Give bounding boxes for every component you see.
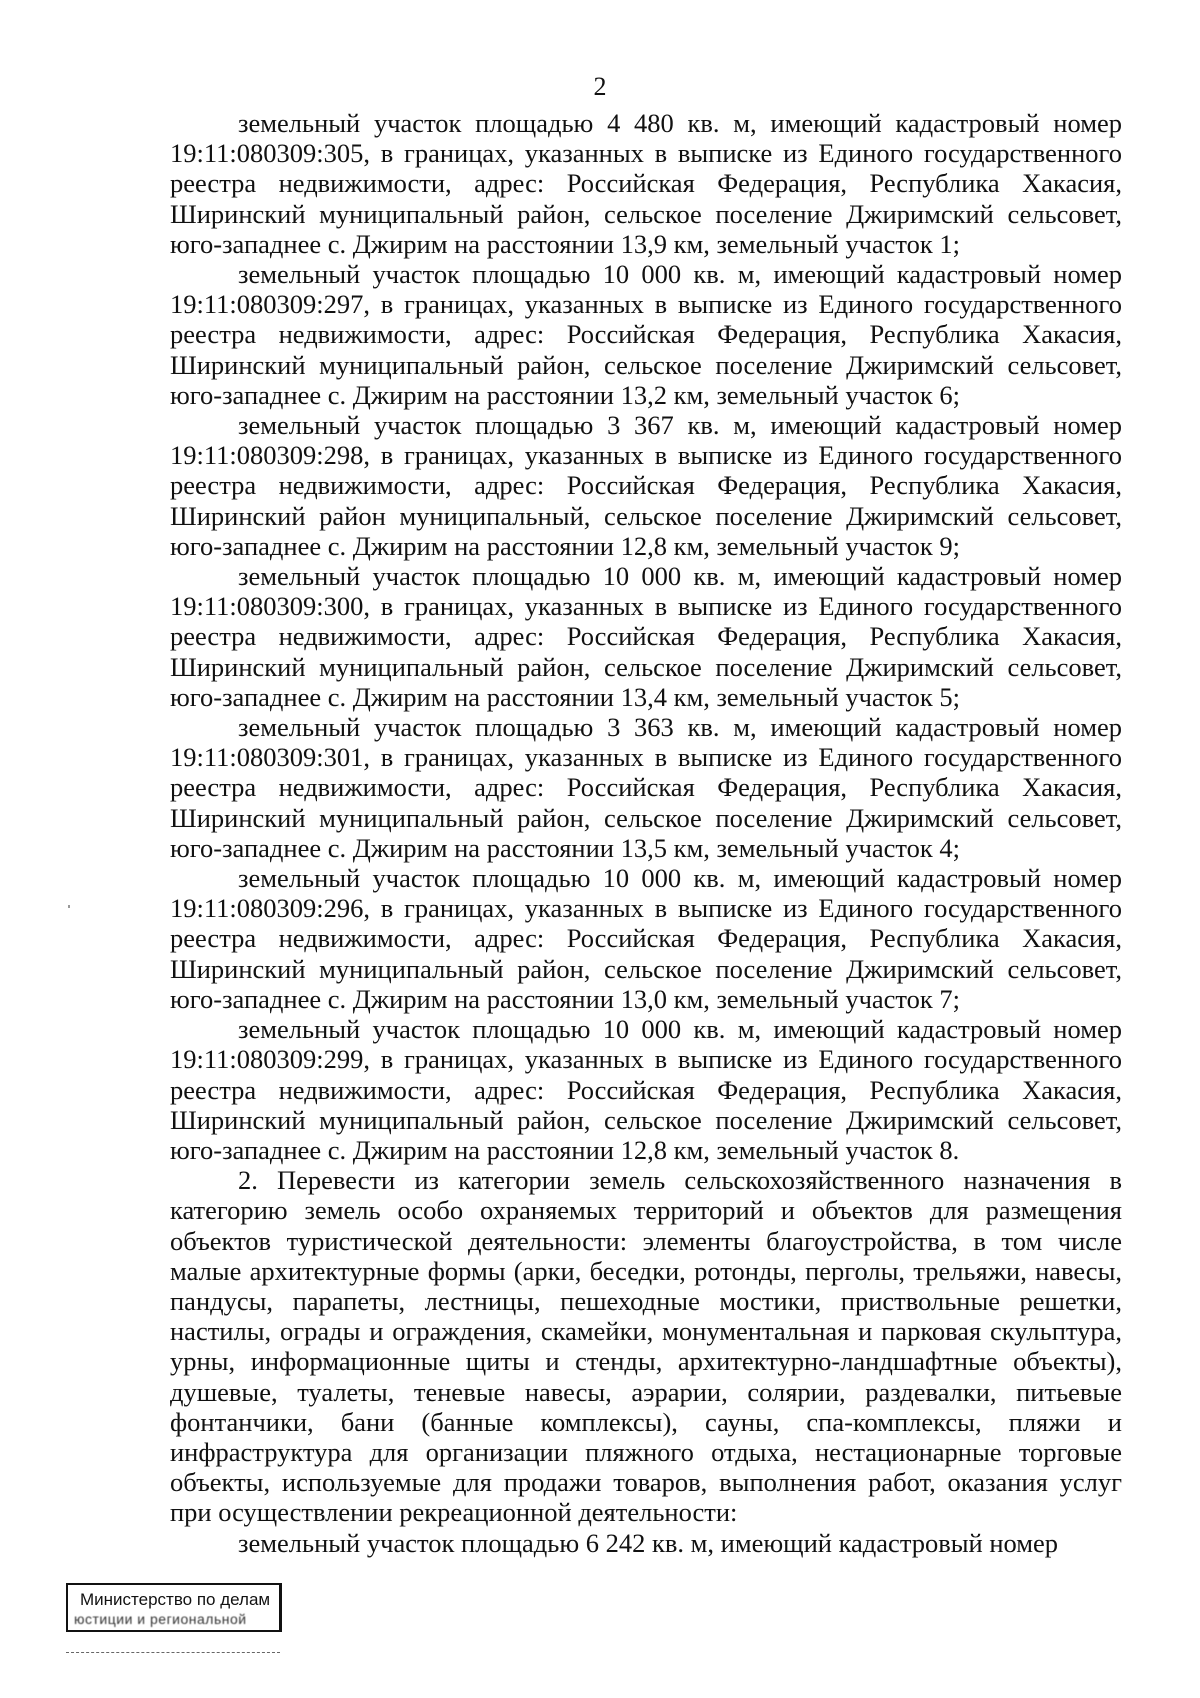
paragraph-plot-6: земельный участок площадью 10 000 кв. м, имеющий кадастровый номер 19:11:080309:297, в границах, указанных в выписке из Единого государственного реестра недвижимости, адрес: Российская Федерация, Республика Хакасия, Ширинский муниципальный район, сельское поселение Джиримский сельсовет, юго-западнее с. Джирим на расстоянии 13,2 км, земельный участок 6;	[170, 259, 1122, 410]
paragraph-plot-4: земельный участок площадью 3 363 кв. м, имеющий кадастровый номер 19:11:080309:301, в границах, указанных в выписке из Единого государственного реестра недвижимости, адрес: Российская Федерация, Республика Хакасия, Ширинский муниципальный район, сельское поселение Джиримский сельсовет, юго-западнее с. Джирим на расстоянии 13,5 км, земельный участок 4;	[170, 712, 1122, 863]
page-number: 2	[593, 72, 607, 101]
paragraph-item-2: 2. Перевести из категории земель сельскохозяйственного назначения в категорию земель особо охраняемых территорий и объектов для размещения объектов туристической деятельности: элементы благоустройства, в том числе малые архитектурные формы (арки, беседки, ротонды, перголы, трельяжи, навесы, пандусы, парапеты, лестницы, пешеходные мостики, приствольные решетки, настилы, ограды и ограждения, скамейки, монументальная и парковая скульптура, урны, информационные щиты и стенды, архитектурно-ландшафтные объекты), душевые, туалеты, теневые навесы, аэрарии, солярии, раздевалки, питьевые фонтанчики, бани (банные комплексы), сауны, спа-комплексы, пляжи и инфраструктура для организации пляжного отдыха, нестационарные торговые объекты, используемые для продажи товаров, выполнения работ, оказания услуг при осуществлении рекреационной деятельности:	[170, 1165, 1122, 1528]
ministry-stamp	[66, 1583, 282, 1632]
stamp-underline	[66, 1652, 280, 1653]
paragraph-plot-7: земельный участок площадью 10 000 кв. м, имеющий кадастровый номер 19:11:080309:296, в границах, указанных в выписке из Единого государственного реестра недвижимости, адрес: Российская Федерация, Республика Хакасия, Ширинский муниципальный район, сельское поселение Джиримский сельсовет, юго-западнее с. Джирим на расстоянии 13,0 км, земельный участок 7;	[170, 863, 1122, 1014]
paragraph-plot-continued: земельный участок площадью 6 242 кв. м, имеющий кадастровый номер	[238, 1527, 1059, 1558]
paragraph-plot-8: земельный участок площадью 10 000 кв. м, имеющий кадастровый номер 19:11:080309:299, в границах, указанных в выписке из Единого государственного реестра недвижимости, адрес: Российская Федерация, Республика Хакасия, Ширинский муниципальный район, сельское поселение Джиримский сельсовет, юго-западнее с. Джирим на расстоянии 12,8 км, земельный участок 8.	[170, 1014, 1122, 1165]
paragraph-plot-9: земельный участок площадью 3 367 кв. м, имеющий кадастровый номер 19:11:080309:298, в границах, указанных в выписке из Единого государственного реестра недвижимости, адрес: Российская Федерация, Республика Хакасия, Ширинский район муниципальный, сельское поселение Джиримский сельсовет, юго-западнее с. Джирим на расстоянии 12,8 км, земельный участок 9;	[170, 410, 1122, 561]
document-body	[170, 108, 1122, 1558]
paragraph-plot-5: земельный участок площадью 10 000 кв. м, имеющий кадастровый номер 19:11:080309:300, в границах, указанных в выписке из Единого государственного реестра недвижимости, адрес: Российская Федерация, Республика Хакасия, Ширинский муниципальный район, сельское поселение Джиримский сельсовет, юго-западнее с. Джирим на расстоянии 13,4 км, земельный участок 5;	[170, 561, 1122, 712]
paragraph-plot-1: земельный участок площадью 4 480 кв. м, имеющий кадастровый номер 19:11:080309:305, в границах, указанных в выписке из Единого государственного реестра недвижимости, адрес: Российская Федерация, Республика Хакасия, Ширинский муниципальный район, сельское поселение Джиримский сельсовет, юго-западнее с. Джирим на расстоянии 13,9 км, земельный участок 1;	[170, 108, 1122, 259]
stamp-line-1: Министерство по делам	[80, 1590, 271, 1609]
scan-speck	[68, 905, 70, 908]
stamp-line-2: юстиции и региональной	[74, 1611, 247, 1627]
